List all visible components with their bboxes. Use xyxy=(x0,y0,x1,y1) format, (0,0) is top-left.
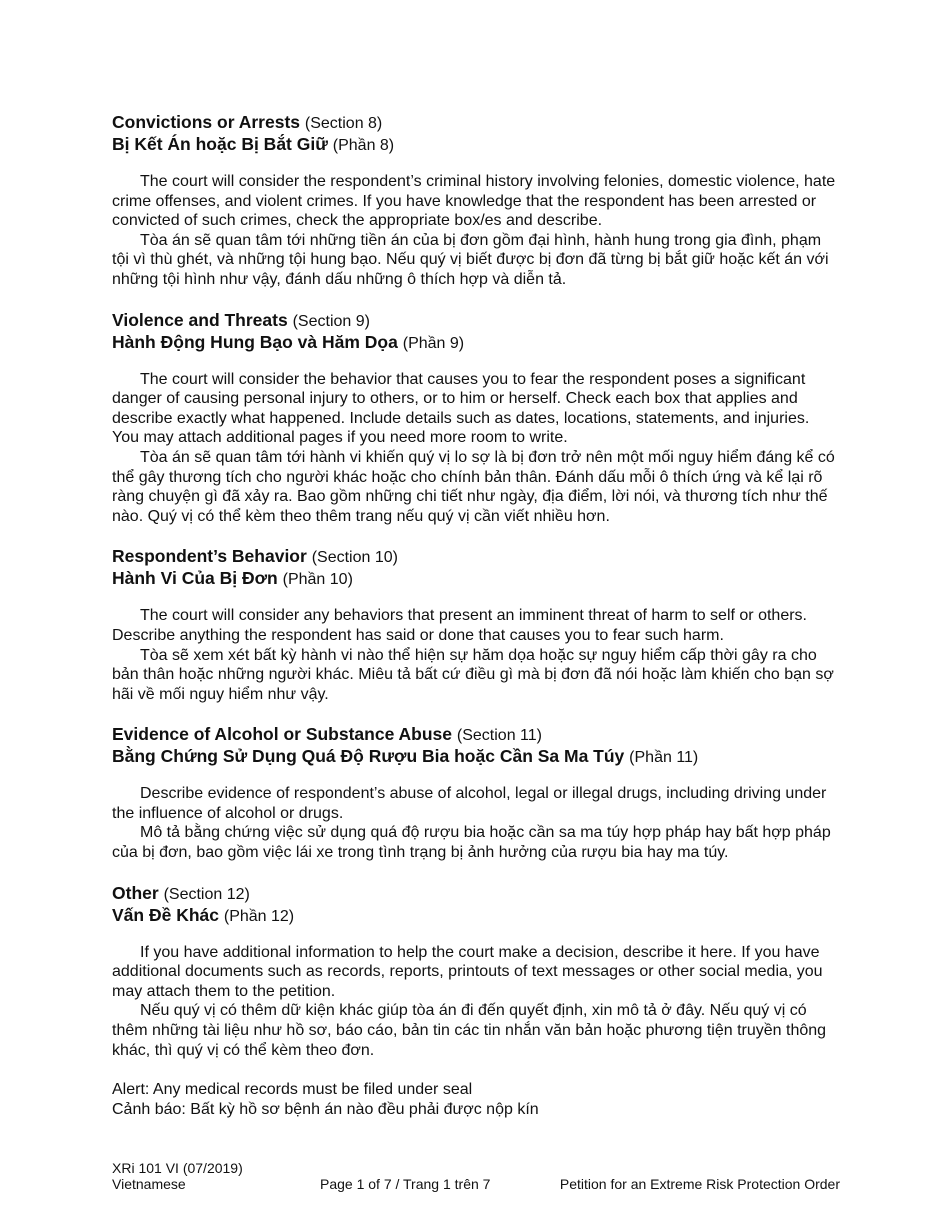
section-heading-vi xyxy=(112,134,840,156)
section-substance-abuse xyxy=(112,724,840,862)
section-heading-vi xyxy=(112,746,840,768)
paragraph-en: The court will consider the behavior that causes you to fear the respondent poses a significant danger of causing personal injury to others, or to him or herself. Check each box that applies and describe exactly what happened. Include details such as dates, locations, statements, and injuries. You may attach additional pages if you need more room to write. xyxy=(112,370,810,447)
alert-text-vi: Cảnh báo: Bất kỳ hồ sơ bệnh án nào đều phải được nộp kín xyxy=(112,1101,539,1119)
section-number-vi: (Phần 12) xyxy=(223,907,295,925)
section-title-vi: Vấn Đề Khác xyxy=(112,904,219,925)
section-title-vi: Hành Vi Của Bị Đơn xyxy=(112,568,278,589)
section-number-en: (Section 11) xyxy=(456,727,542,745)
section-heading-en xyxy=(112,112,840,134)
footer-form-id: XRi 101 VI (07/2019) xyxy=(112,1160,243,1176)
section-body xyxy=(112,784,840,862)
section-number-en: (Section 12) xyxy=(163,885,250,903)
section-title-en: Convictions or Arrests xyxy=(112,112,301,132)
section-heading-vi xyxy=(112,332,840,354)
paragraph-vi: Tòa án sẽ quan tâm tới những tiền án của bị đơn gồm đại hình, hành hung trong gia đình, phạm tội vì thù ghét, và những tội hung bạo. Nếu quý vị biết được bị đơn đã từng bị bắt giữ hoặc kết án với những tội hình như vậy, đánh dấu những ô thích hợp và diễn tả. xyxy=(112,231,829,288)
section-number-vi: (Phần 8) xyxy=(332,137,395,154)
section-respondent-behavior xyxy=(112,546,840,704)
section-title-en: Respondent’s Behavior xyxy=(112,546,307,567)
footer-form-title: Petition for an Extreme Risk Protection Order xyxy=(559,1176,840,1192)
section-heading-en xyxy=(112,724,840,746)
paragraph-en: The court will consider any behaviors that present an imminent threat of harm to self or others. Describe anything the respondent has said or done that causes you to fear such harm. xyxy=(112,607,807,644)
section-number-en: (Section 10) xyxy=(311,549,398,567)
section-heading-en xyxy=(112,546,840,568)
section-convictions xyxy=(112,112,840,290)
alert-text-en: Alert: Any medical records must be filed under seal xyxy=(112,1081,473,1099)
section-body xyxy=(112,172,840,290)
footer-page-number: Page 1 of 7 / Trang 1 trên 7 xyxy=(320,1176,491,1192)
section-title-en: Violence and Threats xyxy=(112,309,288,330)
paragraph-vi: Nếu quý vị có thêm dữ kiện khác giúp tòa án đi đến quyết định, xin mô tả ở đây. Nếu quý vị có thêm những tài liệu như hồ sơ, báo cáo, bản tin các tin nhắn văn bản hoặc phương tiện truyền thông khác, thì quý vị có thể kèm theo đơn. xyxy=(112,1002,827,1059)
section-title-vi: Bị Kết Án hoặc Bị Bắt Giữ xyxy=(112,134,328,154)
footer-language: Vietnamese xyxy=(112,1176,186,1192)
section-number-en: (Section 8) xyxy=(304,115,383,132)
section-title-vi: Hành Động Hung Bạo và Hăm Dọa xyxy=(112,331,398,352)
section-body xyxy=(112,943,840,1061)
section-heading-en xyxy=(112,310,840,332)
paragraph-en: Describe evidence of respondent’s abuse of alcohol, legal or illegal drugs, including driving under the influence of alcohol or drugs. xyxy=(112,785,827,822)
section-heading-vi xyxy=(112,905,840,927)
section-violence-threats xyxy=(112,310,840,527)
paragraph-en: The court will consider the respondent’s criminal history involving felonies, domestic violence, hate crime offenses, and violent crimes. If you have knowledge that the respondent has been arrested or convicted of such crimes, check the appropriate box/es and describe. xyxy=(112,173,836,230)
section-other xyxy=(112,883,840,1061)
section-number-vi: (Phần 10) xyxy=(282,571,353,589)
section-heading-vi xyxy=(112,568,840,590)
alert-notice xyxy=(112,1080,840,1120)
footer-form-info xyxy=(112,1160,243,1192)
section-number-en: (Section 9) xyxy=(292,312,370,330)
section-number-vi: (Phần 11) xyxy=(629,749,699,767)
paragraph-vi: Tòa sẽ xem xét bất kỳ hành vi nào thể hiện sự hăm dọa hoặc sự nguy hiểm cấp thời gây ra cho bản thân hoặc những người khác. Miêu tả bất cứ điều gì mà bị đơn đã nói hoặc làm khiến cho bạn sợ hãi về mối nguy hiểm như vậy. xyxy=(112,646,834,703)
section-body xyxy=(112,370,840,527)
section-body xyxy=(112,606,840,704)
paragraph-vi: Tòa án sẽ quan tâm tới hành vi khiến quý vị lo sợ là bị đơn trở nên một mối nguy hiểm đáng kể có thể gây thương tích cho người khác hoặc cho chính bản thân. Đánh dấu mỗi ô thích ứng và kể lại rõ ràng chuyện gì đã xảy ra. Bao gồm những chi tiết như ngày, địa điểm, lời nói, và thương tích như thế nào. Quý vị có thể kèm theo thêm trang nếu quý vị cần viết nhiều hơn. xyxy=(112,448,835,525)
paragraph-en: If you have additional information to help the court make a decision, describe it here. If you have additional documents such as records, reports, printouts of text messages or other social media, you may attach them to the petition. xyxy=(112,943,823,1000)
section-title-en: Evidence of Alcohol or Substance Abuse xyxy=(112,724,453,745)
paragraph-vi: Mô tả bằng chứng việc sử dụng quá độ rượu bia hoặc cần sa ma túy hợp pháp hay bất hợp pháp của bị đơn, bao gồm việc lái xe trong tình trạng bị ảnh hưởng của rượu bia hay ma túy. xyxy=(112,824,831,862)
section-number-vi: (Phần 9) xyxy=(402,334,465,352)
document-page xyxy=(112,112,840,1140)
section-heading-en xyxy=(112,883,840,905)
section-title-en: Other xyxy=(112,882,159,903)
section-title-vi: Bằng Chứng Sử Dụng Quá Độ Rượu Bia hoặc Cần Sa Ma Túy xyxy=(112,746,625,767)
